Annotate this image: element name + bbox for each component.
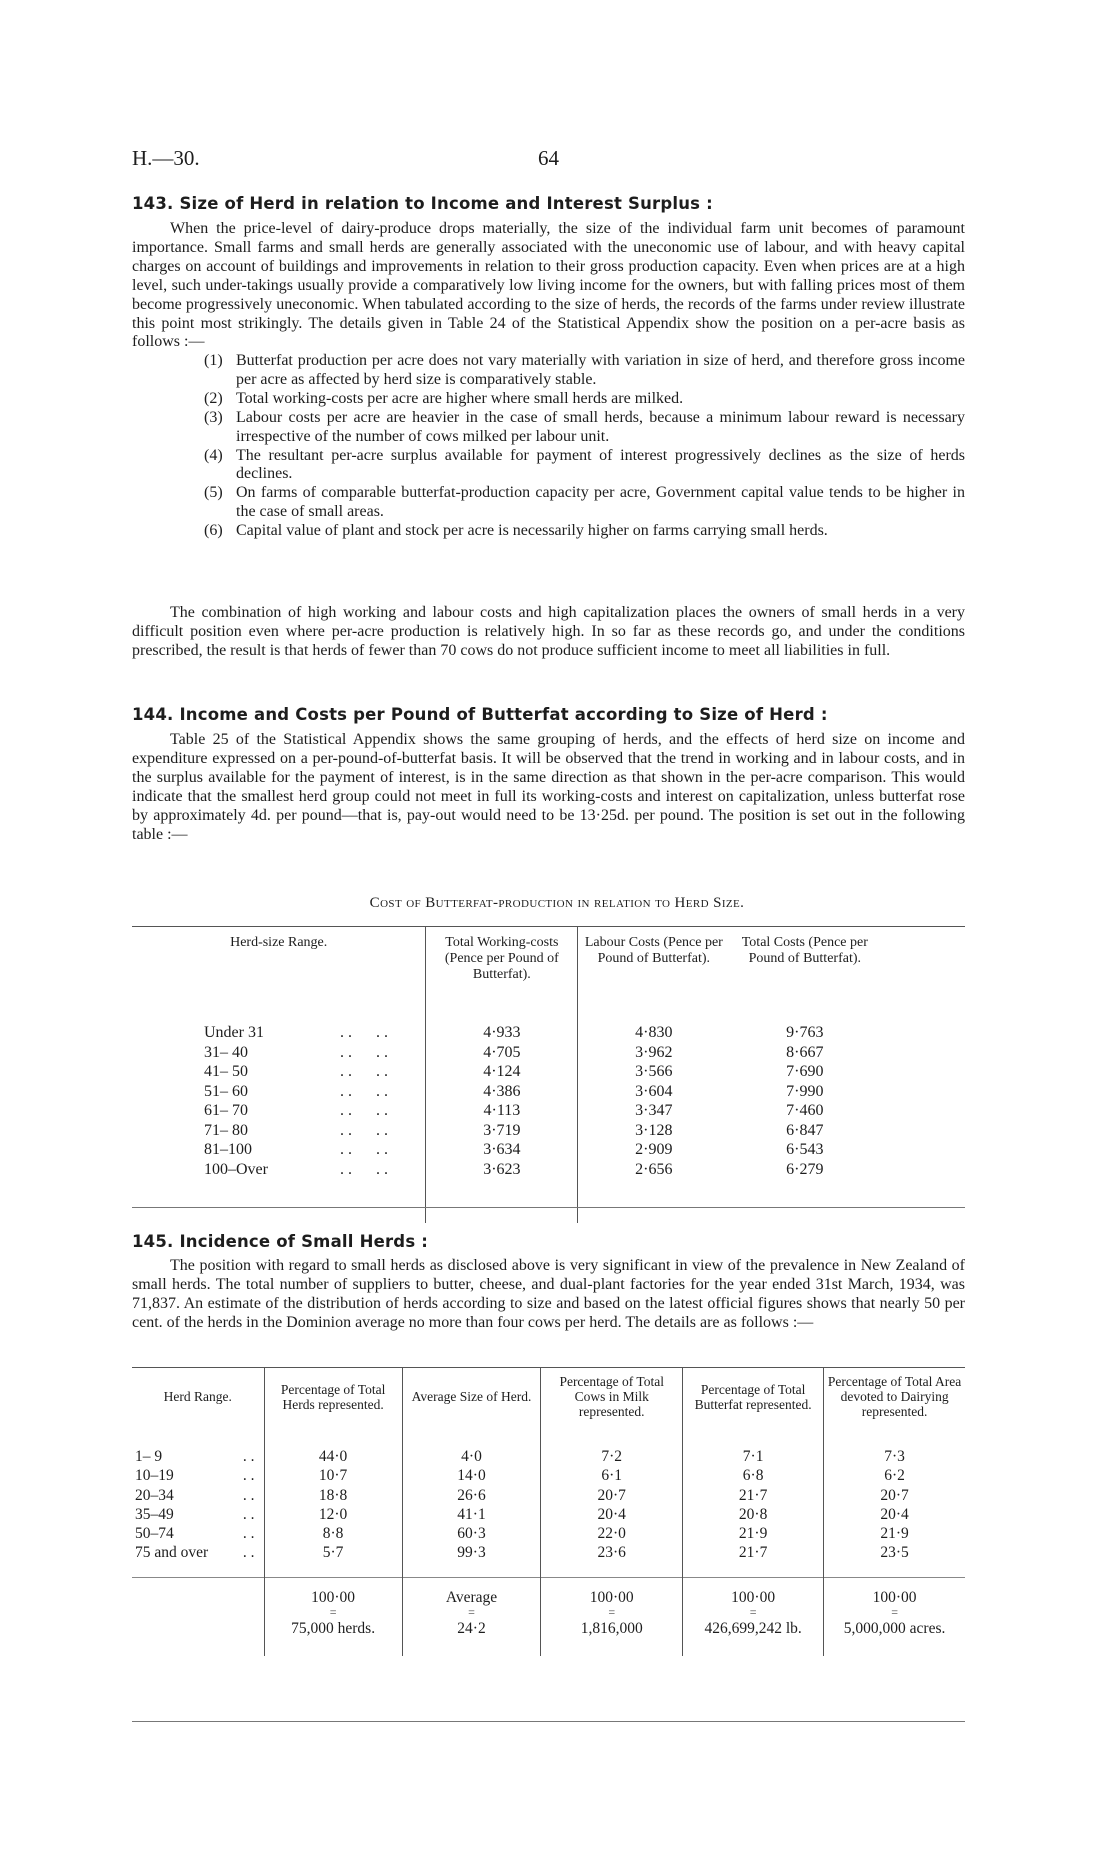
dot-leader: . . . . — [340, 1024, 388, 1041]
section-143-heading: 143. Size of Herd in relation to Income and Interest Surplus : — [132, 194, 713, 213]
column-header: Percentage of Total Area devoted to Dairying represented. — [824, 1368, 965, 1448]
herd-range: 41– 50 — [204, 1063, 248, 1080]
percent-cows: 20·7 — [541, 1486, 683, 1505]
dot-leader: . . — [242, 1467, 255, 1485]
list-text: On farms of comparable butterfat-production capacity per acre, Government capital value tends to be higher in the case of small areas. — [236, 484, 965, 521]
section-144-text: Table 25 of the Statistical Appendix shows the same grouping of herds, and the effects of herd size on income and expenditure expressed on a per-pound-of-butterfat basis. It will be observed that the trend in working and in labour costs, and in the surplus available for the payment of interest, is in the same direction as that shown in the per-acre comparison. This would indicate that the smallest herd group could not meet in full its working-costs and interest on capitalization, unless butterfat rose by approximately 4d. per pound—that is, pay-out would need to be 13·25d. per pound. The position is set out in the following table :— — [132, 731, 965, 843]
section-144-heading: 144. Income and Costs per Pound of Butterfat according to Size of Herd : — [132, 705, 828, 724]
dot-leader: . . — [242, 1448, 255, 1465]
list-item — [204, 484, 965, 522]
average-size: 14·0 — [402, 1466, 541, 1485]
list-number: (1) — [204, 352, 223, 369]
percent-herds: 8·8 — [264, 1524, 402, 1543]
list-item — [204, 409, 965, 447]
percent-cows: 23·6 — [541, 1543, 683, 1577]
dot-leader: . . . . — [340, 1121, 388, 1139]
table-row — [132, 1160, 965, 1224]
herd-range: 1– 9 — [135, 1448, 163, 1465]
percent-area: 7·3 — [824, 1447, 965, 1466]
column-header: Average Size of Herd. — [402, 1368, 541, 1448]
total-percent-butterfat: 100·00 — [731, 1588, 776, 1606]
labour-cost: 2·656 — [578, 1160, 729, 1224]
table-row — [132, 1524, 965, 1543]
table-row — [132, 1121, 965, 1141]
percent-butterfat: 6·8 — [683, 1466, 824, 1485]
total-area: 5,000,000 acres. — [824, 1617, 965, 1656]
average-size: 26·6 — [402, 1486, 541, 1505]
column-header: Total Working-costs (Pence per Pound of Butterfat). — [426, 927, 578, 1024]
section-145-heading: 145. Incidence of Small Herds : — [132, 1232, 429, 1251]
dot-leader: . . — [242, 1486, 255, 1504]
percent-herds: 18·8 — [264, 1486, 402, 1505]
dot-leader: . . — [242, 1544, 255, 1562]
list-text: The resultant per-acre surplus available for payment of interest progressively declines as the size of herds declines. — [236, 446, 965, 483]
total-cost: 7·690 — [786, 1063, 824, 1080]
percent-cows: 20·4 — [541, 1505, 683, 1524]
herd-range: 81–100 — [204, 1141, 252, 1158]
total-cost: 7·990 — [786, 1082, 824, 1100]
column-header: Percentage of Total Herds represented. — [264, 1368, 402, 1448]
total-cost: 9·763 — [786, 1024, 824, 1041]
labour-cost: 3·604 — [578, 1082, 729, 1102]
percent-herds: 5·7 — [264, 1543, 402, 1577]
dot-leader: . . . . — [340, 1141, 388, 1158]
table-2-bottom-rule — [132, 1721, 965, 1722]
total-percent-cows: 100·00 — [589, 1588, 634, 1606]
list-item — [204, 390, 965, 409]
total-cows: 1,816,000 — [541, 1617, 683, 1656]
dot-leader: . . . . — [340, 1043, 388, 1061]
average-size: 4·0 — [402, 1447, 541, 1466]
equals-sign: = — [468, 1605, 475, 1620]
table-row — [132, 1505, 965, 1524]
herd-range: 31– 40 — [204, 1043, 248, 1061]
list-number: (2) — [204, 389, 223, 407]
working-cost: 4·705 — [426, 1043, 578, 1063]
labour-cost: 3·128 — [578, 1121, 729, 1141]
column-header: Herd Range. — [163, 1389, 232, 1404]
herd-range: 20–34 — [135, 1486, 174, 1504]
percent-herds: 44·0 — [264, 1447, 402, 1466]
working-cost: 3·623 — [426, 1160, 578, 1224]
herd-range: 51– 60 — [204, 1082, 248, 1100]
dot-leader: . . . . — [340, 1082, 388, 1100]
page-number: 64 — [538, 146, 559, 170]
percent-cows: 6·1 — [541, 1466, 683, 1485]
percent-butterfat: 21·7 — [683, 1486, 824, 1505]
total-cost: 8·667 — [786, 1043, 824, 1061]
dot-leader: . . . . — [340, 1063, 388, 1080]
percent-herds: 12·0 — [264, 1505, 402, 1524]
labour-cost: 3·347 — [578, 1101, 729, 1121]
herd-range: 75 and over — [135, 1544, 209, 1562]
list-number: (4) — [204, 446, 223, 464]
list-number: (6) — [204, 522, 223, 540]
percent-area: 6·2 — [824, 1466, 965, 1485]
equals-sign: = — [329, 1605, 337, 1620]
working-cost: 4·113 — [426, 1101, 578, 1121]
working-cost: 4·386 — [426, 1082, 578, 1102]
labour-cost: 4·830 — [578, 1023, 729, 1043]
total-cost: 6·543 — [786, 1141, 824, 1158]
table-row — [132, 1062, 965, 1082]
working-cost: 4·124 — [426, 1062, 578, 1082]
percent-cows: 7·2 — [541, 1447, 683, 1466]
percent-herds: 10·7 — [264, 1466, 402, 1485]
percent-area: 21·9 — [824, 1524, 965, 1543]
equals-sign: = — [749, 1605, 757, 1620]
totals-row — [132, 1617, 965, 1656]
cost-by-herd-size-table — [132, 926, 965, 1223]
table-row — [132, 1043, 965, 1063]
section-143-intro: When the price-level of dairy-produce drops materially, the size of the individual farm unit becomes of paramount importance. Small farms and small herds are generally associated with the uneconomic use of labour, and with heavy capital charges on account of buildings and improvements in relation to their gross production capacity. Even when prices are at a high level, such under-takings usually provide a comparatively low living income for the owners, but with falling prices most of them become progressively uneconomic. When tabulated according to the size of herds, the records of the farms under review illustrate this point most strikingly. The details given in Table 24 of the Statistical Appendix show the position on a per-acre basis as follows :— — [132, 220, 965, 351]
section-143-list — [204, 352, 965, 541]
section-145-text: The position with regard to small herds as disclosed above is very significant in view of the prevalence in New Zealand of small herds. The total number of suppliers to butter, cheese, and dual-plant factories for the year ended 31st March, 1934, was 71,837. An estimate of the distribution of herds according to size and based on the latest official figures shows that nearly 50 per cent. of the herds in the Dominion average no more than four cows per herd. The details are as follows :— — [132, 1257, 965, 1331]
total-cost: 7·460 — [786, 1102, 824, 1119]
dot-leader: . . — [242, 1505, 255, 1523]
list-number: (3) — [204, 408, 223, 426]
column-header: Percentage of Total Butterfat represented. — [683, 1368, 824, 1448]
list-item — [204, 522, 965, 541]
table-row — [132, 1486, 965, 1505]
herd-distribution-table — [132, 1367, 965, 1656]
column-header: Herd-size Range. — [230, 935, 328, 950]
total-cost: 6·279 — [786, 1160, 824, 1178]
total-butterfat: 426,699,242 lb. — [683, 1617, 824, 1656]
total-herds: 75,000 herds. — [264, 1617, 402, 1656]
list-text: Capital value of plant and stock per acre is necessarily higher on farms carrying small herds. — [236, 522, 828, 540]
labour-cost: 3·566 — [578, 1062, 729, 1082]
percent-area: 23·5 — [824, 1543, 965, 1577]
total-percent-herds: 100·00 — [311, 1588, 356, 1606]
list-number: (5) — [204, 484, 223, 502]
percent-butterfat: 21·7 — [683, 1543, 824, 1577]
dot-leader: . . — [242, 1525, 255, 1543]
average-size: 99·3 — [402, 1543, 541, 1577]
total-percent-area: 100·00 — [872, 1588, 917, 1606]
table-row — [132, 1447, 965, 1466]
labour-cost: 3·962 — [578, 1043, 729, 1063]
table-1-bottom-rule — [132, 1207, 965, 1208]
working-cost: 4·933 — [426, 1023, 578, 1043]
report-reference: H.—30. — [132, 146, 200, 170]
dot-leader: . . . . — [340, 1160, 388, 1178]
list-text: Labour costs per acre are heavier in the case of small herds, because a minimum labour reward is necessary irrespective of the number of cows milked per labour unit. — [236, 408, 965, 445]
percent-area: 20·4 — [824, 1505, 965, 1524]
table-row — [132, 1543, 965, 1577]
herd-range: 100–Over — [204, 1160, 268, 1178]
percent-area: 20·7 — [824, 1486, 965, 1505]
list-text: Total working-costs per acre are higher where small herds are milked. — [236, 389, 684, 407]
table-row — [132, 1082, 965, 1102]
table-1-caption: Cost of Butterfat-production in relation to Herd Size. — [369, 895, 745, 911]
table-row — [132, 1466, 965, 1485]
percent-butterfat: 20·8 — [683, 1505, 824, 1524]
dot-leader: . . . . — [340, 1102, 388, 1119]
table-row — [132, 1140, 965, 1160]
average-label: Average — [445, 1588, 498, 1606]
list-item — [204, 352, 965, 390]
herd-range: 61– 70 — [204, 1102, 248, 1119]
total-cost: 6·847 — [786, 1121, 824, 1139]
column-header: Total Costs (Pence per Pound of Butterfat). — [741, 935, 868, 966]
column-header: Percentage of Total Cows in Milk represented. — [541, 1368, 683, 1448]
totals-row — [132, 1577, 965, 1617]
herd-range: 50–74 — [135, 1525, 174, 1543]
working-cost: 3·634 — [426, 1140, 578, 1160]
herd-range: Under 31 — [204, 1024, 264, 1041]
average-size: 41·1 — [402, 1505, 541, 1524]
list-text: Butterfat production per acre does not vary materially with variation in size of herd, and therefore gross income per acre as affected by herd size is comparatively stable. — [236, 352, 965, 388]
equals-sign: = — [608, 1605, 616, 1620]
column-header: Labour Costs (Pence per Pound of Butterfat). — [578, 927, 729, 1024]
herd-range: 35–49 — [135, 1505, 174, 1523]
average-size: 60·3 — [402, 1524, 541, 1543]
percent-butterfat: 21·9 — [683, 1524, 824, 1543]
equals-sign: = — [891, 1605, 898, 1620]
overall-average-size: 24·2 — [402, 1617, 541, 1656]
section-143-conclusion: The combination of high working and labour costs and high capitalization places the owners of small herds in a very difficult position even where per-acre production is relatively high. In so far as these records go, and under the conditions prescribed, the result is that herds of fewer than 70 cows do not produce sufficient income to meet all liabilities in full. — [132, 604, 965, 659]
working-cost: 3·719 — [426, 1121, 578, 1141]
percent-butterfat: 7·1 — [683, 1447, 824, 1466]
herd-range: 71– 80 — [204, 1121, 248, 1139]
percent-cows: 22·0 — [541, 1524, 683, 1543]
list-item — [204, 447, 965, 485]
herd-range: 10–19 — [135, 1467, 174, 1485]
table-row — [132, 1023, 965, 1043]
table-row — [132, 1101, 965, 1121]
labour-cost: 2·909 — [578, 1140, 729, 1160]
